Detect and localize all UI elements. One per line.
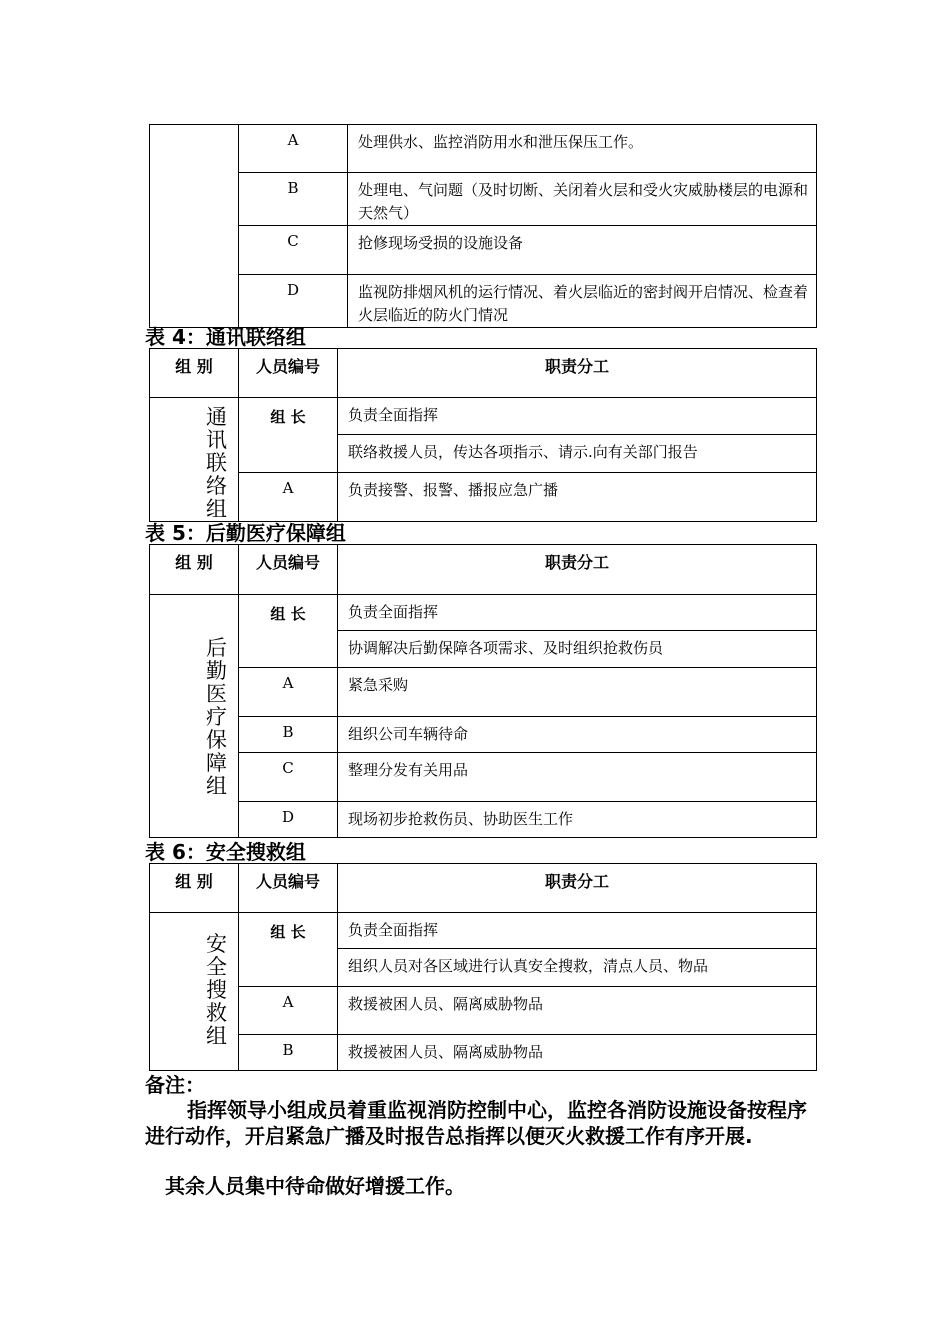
duty-text: 救援被困人员、隔离威胁物品 bbox=[338, 1035, 817, 1071]
duty-text: 处理供水、监控消防用水和泄压保压工作。 bbox=[348, 125, 817, 173]
table-5-caption: 表 5：后勤医疗保障组 bbox=[145, 521, 346, 545]
group-name-cell bbox=[150, 398, 239, 522]
duty-text: 组织人员对各区域进行认真安全搜救，清点人员、物品 bbox=[338, 949, 817, 987]
duty-text: 协调解决后勤保障各项需求、及时组织抢救伤员 bbox=[338, 631, 817, 668]
header-group: 组 别 bbox=[150, 349, 239, 398]
duty-text: 组织公司车辆待命 bbox=[338, 717, 817, 753]
duty-text: 整理分发有关用品 bbox=[338, 753, 817, 802]
duty-text: 监视防排烟风机的运行情况、着火层临近的密封阀开启情况、检查着火层临近的防火门情况 bbox=[348, 275, 817, 328]
header-duty: 职责分工 bbox=[338, 545, 817, 595]
member-code: A bbox=[239, 472, 338, 521]
header-duty: 职责分工 bbox=[338, 349, 817, 398]
header-duty: 职责分工 bbox=[338, 864, 817, 913]
duty-text: 抢修现场受损的设施设备 bbox=[348, 226, 817, 275]
remarks-title: 备注： bbox=[145, 1073, 205, 1097]
member-code: B bbox=[239, 173, 348, 226]
remarks-paragraph-1: 指挥领导小组成员着重监视消防控制中心，监控各消防设施设备按程序进行动作，开启紧急广播及时报告总指挥以便灭火救援工作有序开展. bbox=[145, 1098, 807, 1148]
member-code: D bbox=[239, 275, 348, 328]
duty-text: 负责全面指挥 bbox=[338, 595, 817, 631]
group-name-cell bbox=[150, 595, 239, 838]
member-code: A bbox=[239, 668, 338, 717]
table-4 bbox=[149, 348, 817, 522]
group-name-cell bbox=[150, 913, 239, 1071]
table-5 bbox=[149, 544, 817, 838]
member-code: C bbox=[239, 753, 338, 802]
leader-code: 组 长 bbox=[239, 398, 338, 473]
member-code: A bbox=[239, 125, 348, 173]
duty-text: 联络救援人员，传达各项指示、请示.向有关部门报告 bbox=[338, 434, 817, 472]
duty-text: 救援被困人员、隔离威胁物品 bbox=[338, 987, 817, 1035]
member-code: A bbox=[239, 987, 338, 1035]
duty-text: 现场初步抢救伤员、协助医生工作 bbox=[338, 802, 817, 838]
group-cell bbox=[150, 125, 239, 328]
group-name: 安全搜救组 bbox=[206, 932, 227, 1048]
table-4-caption: 表 4：通讯联络组 bbox=[145, 325, 306, 349]
duty-text: 负责接警、报警、播报应急广播 bbox=[338, 472, 817, 521]
header-group: 组 别 bbox=[150, 864, 239, 913]
group-name: 后勤医疗保障组 bbox=[206, 636, 227, 798]
member-code: D bbox=[239, 802, 338, 838]
duty-text: 负责全面指挥 bbox=[338, 398, 817, 435]
remarks-paragraph-2: 其余人员集中待命做好增援工作。 bbox=[165, 1174, 465, 1198]
leader-code: 组 长 bbox=[239, 913, 338, 987]
duty-text: 紧急采购 bbox=[338, 668, 817, 717]
header-member: 人员编号 bbox=[239, 349, 338, 398]
member-code: B bbox=[239, 717, 338, 753]
member-code: C bbox=[239, 226, 348, 275]
header-member: 人员编号 bbox=[239, 864, 338, 913]
header-member: 人员编号 bbox=[239, 545, 338, 595]
header-group: 组 别 bbox=[150, 545, 239, 595]
member-code: B bbox=[239, 1035, 338, 1071]
group-name: 通讯联络组 bbox=[206, 405, 227, 521]
duty-text: 负责全面指挥 bbox=[338, 913, 817, 949]
table-3-continuation bbox=[149, 124, 817, 328]
leader-code: 组 长 bbox=[239, 595, 338, 668]
table-6 bbox=[149, 863, 817, 1071]
duty-text: 处理电、气问题（及时切断、关闭着火层和受火灾威胁楼层的电源和天然气） bbox=[348, 173, 817, 226]
table-6-caption: 表 6：安全搜救组 bbox=[145, 840, 306, 864]
